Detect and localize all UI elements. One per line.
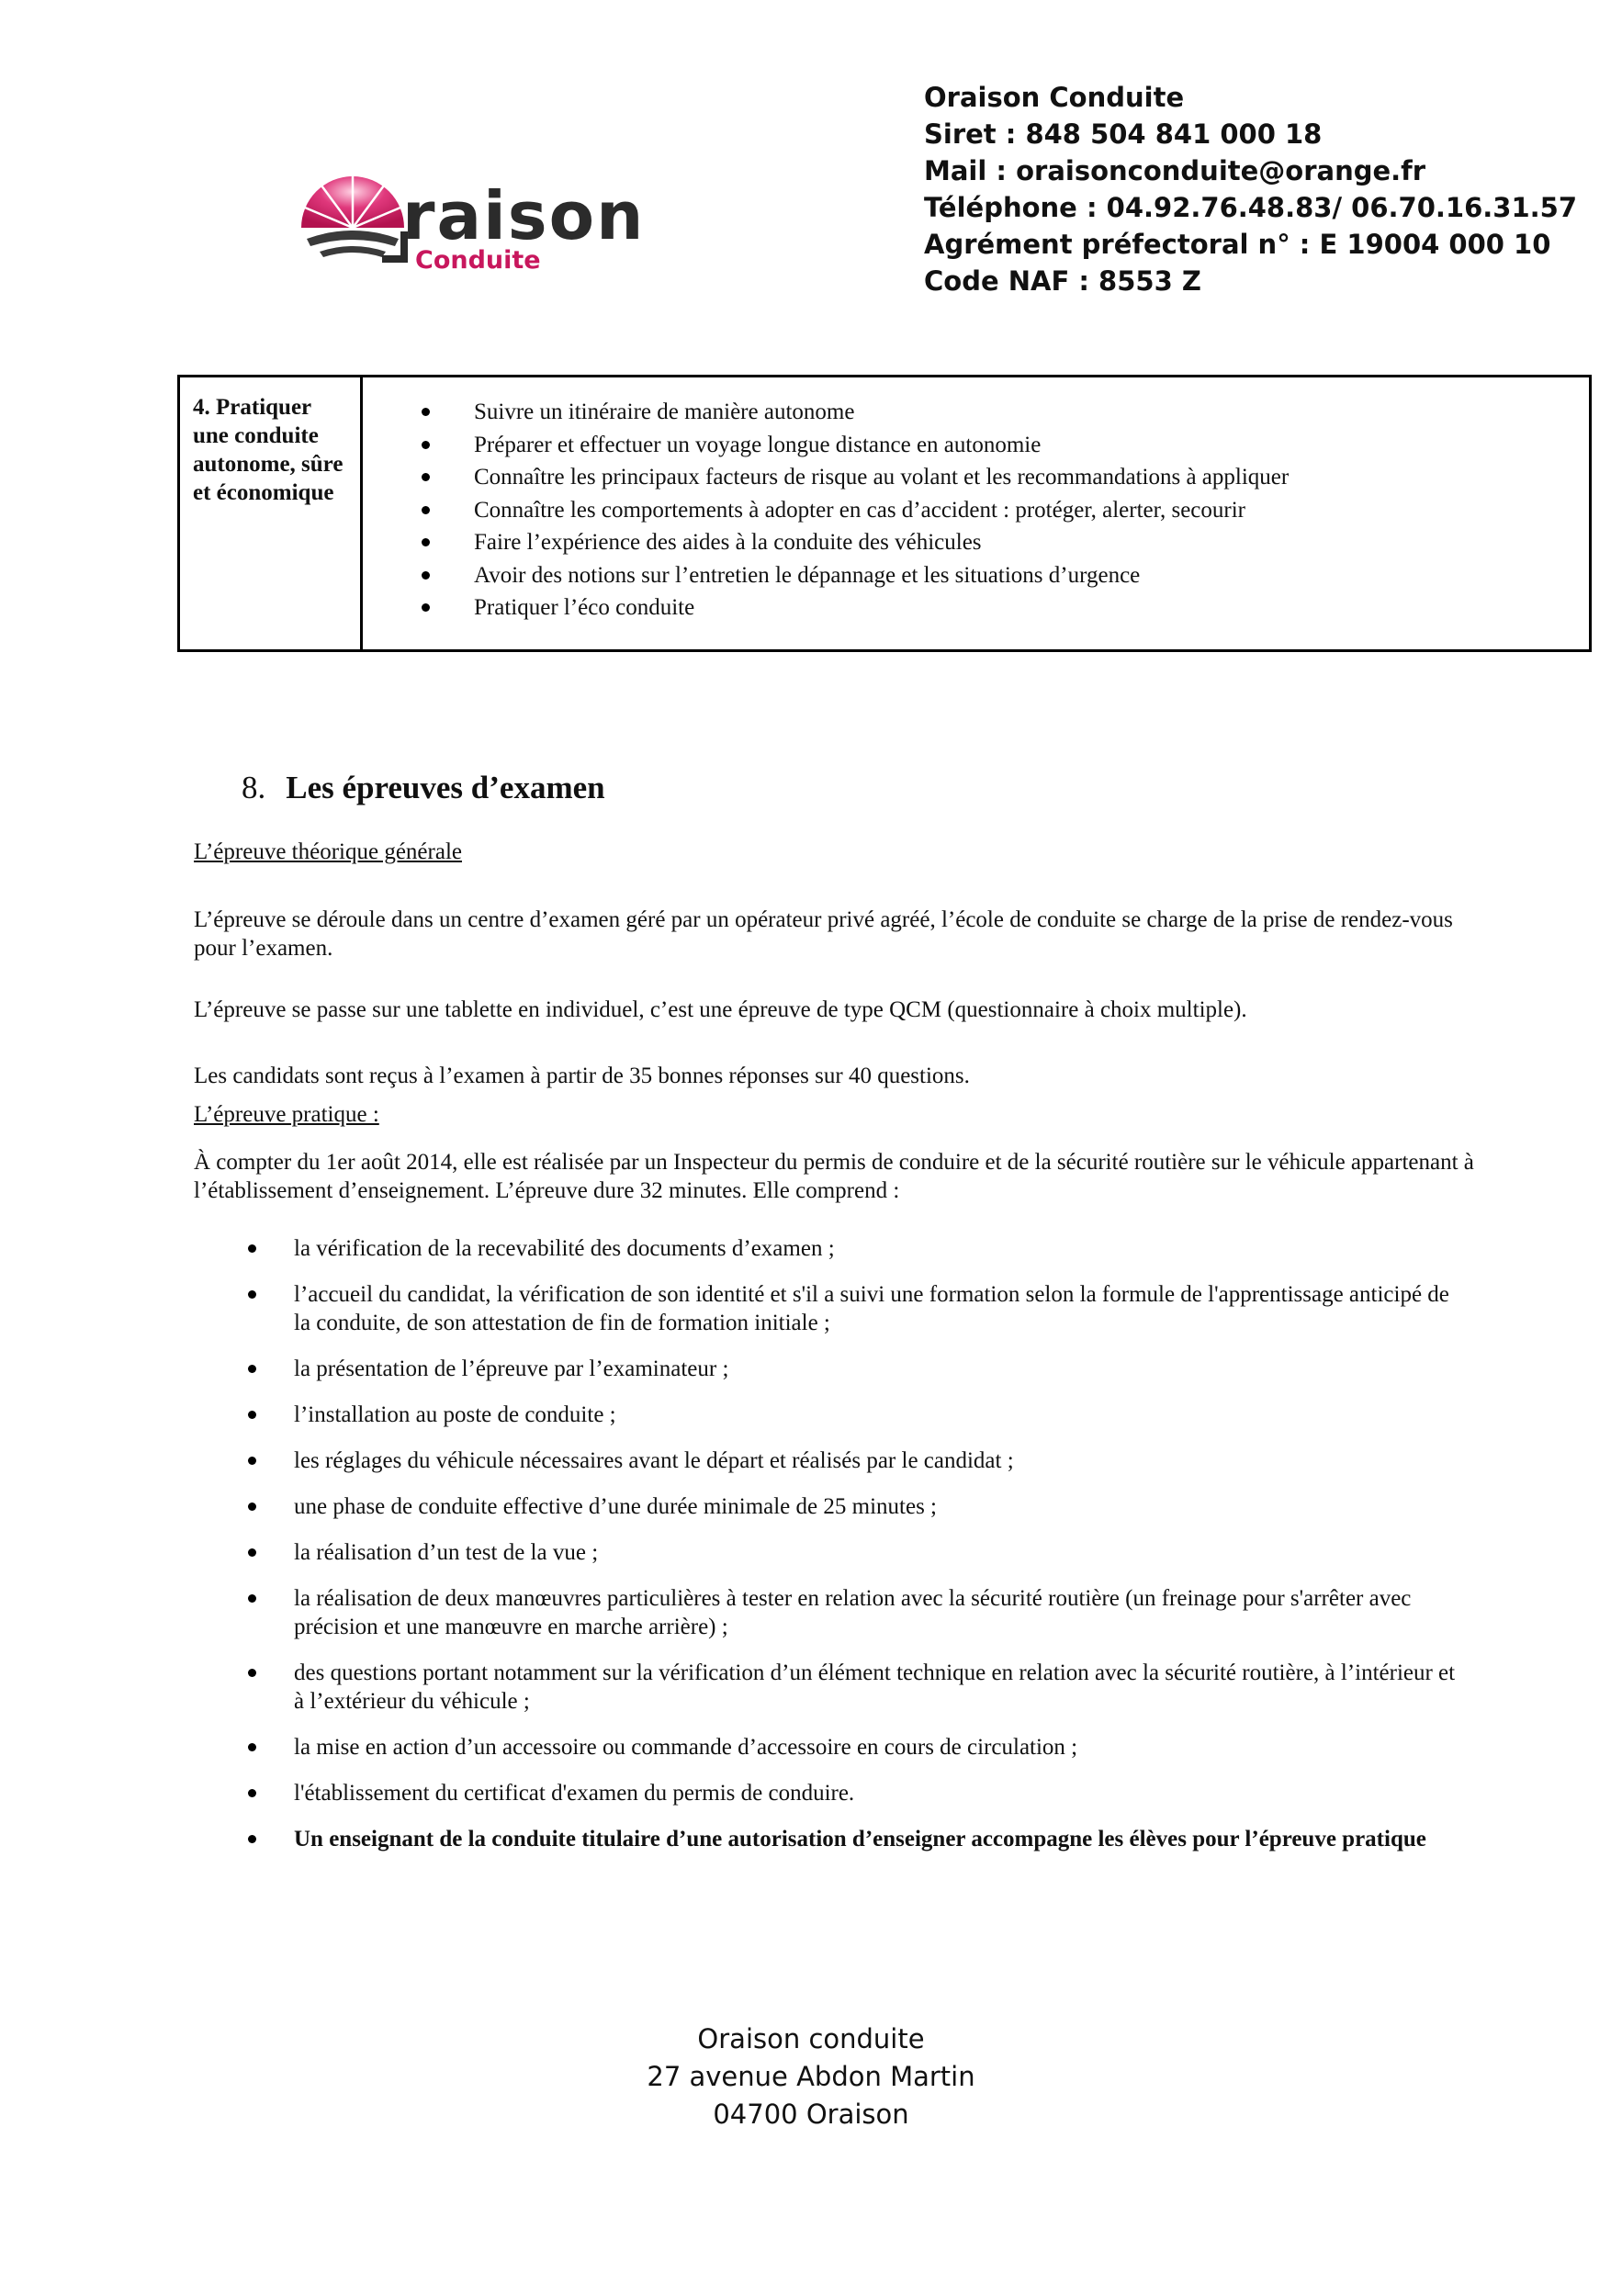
competence-title: 4. Pratiquer une conduite autonome, sûre et économique xyxy=(180,377,363,649)
company-phone: Téléphone : 04.92.76.48.83/ 06.70.16.31.57 xyxy=(924,192,1578,223)
footer-name: Oraison conduite xyxy=(697,2023,925,2054)
company-naf: Code NAF : 8553 Z xyxy=(924,265,1201,297)
competence-item: Faire l’expérience des aides à la conduite des véhicules xyxy=(422,526,1589,559)
company-info xyxy=(924,79,1577,299)
list-item: la réalisation de deux manœuvres particulières à tester en relation avec la sécurité routière (un freinage pour s'arrêter avec précision et une manœuvre en marche arrière) ; xyxy=(248,1584,1460,1641)
list-item: une phase de conduite effective d’une durée minimale de 25 minutes ; xyxy=(248,1492,1460,1521)
theory-paragraph: Les candidats sont reçus à l’examen à partir de 35 bonnes réponses sur 40 questions. xyxy=(194,1064,970,1088)
company-logo xyxy=(294,154,643,274)
page-footer xyxy=(0,2020,1622,2133)
practical-intro: À compter du 1er août 2014, elle est réalisée par un Inspecteur du permis de conduire et de la sécurité routière sur le véhicule appartenant à l’établissement d’enseignement. L’épreuve dure 32 minutes. Elle comprend : xyxy=(194,1150,1474,1203)
sun-emblem-icon xyxy=(301,174,408,263)
practical-items-list xyxy=(248,1234,1460,1871)
competence-items xyxy=(363,377,1589,649)
company-mail: Mail : oraisonconduite@orange.fr xyxy=(924,155,1426,186)
theory-heading: L’épreuve théorique générale xyxy=(194,839,462,864)
list-item: les réglages du véhicule nécessaires avant le départ et réalisés par le candidat ; xyxy=(248,1446,1460,1475)
section-title: Les épreuves d’examen xyxy=(286,770,605,805)
theory-paragraph: L’épreuve se déroule dans un centre d’examen géré par un opérateur privé agréé, l’école de conduite se charge de la prise de rendez-vous pour l’examen. xyxy=(194,907,1453,961)
competence-item: Connaître les comportements à adopter en cas d’accident : protéger, alerter, secourir xyxy=(422,494,1589,527)
competence-table xyxy=(177,375,1592,652)
list-item-highlight: Un enseignant de la conduite titulaire d’une autorisation d’enseigner accompagne les élèves pour l’épreuve pratique xyxy=(248,1825,1460,1853)
list-item: l’installation au poste de conduite ; xyxy=(248,1401,1460,1429)
company-agreement: Agrément préfectoral n° : E 19004 000 10 xyxy=(924,229,1551,260)
section-heading xyxy=(242,770,605,806)
list-item: la réalisation d’un test de la vue ; xyxy=(248,1538,1460,1567)
list-item: la vérification de la recevabilité des documents d’examen ; xyxy=(248,1234,1460,1263)
footer-street: 27 avenue Abdon Martin xyxy=(647,2061,975,2092)
section-number: 8. xyxy=(242,770,266,805)
footer-city: 04700 Oraison xyxy=(713,2099,909,2130)
competence-item: Préparer et effectuer un voyage longue distance en autonomie xyxy=(422,429,1589,462)
list-item: la présentation de l’épreuve par l’examinateur ; xyxy=(248,1355,1460,1383)
company-siret: Siret : 848 504 841 000 18 xyxy=(924,118,1323,150)
competence-item: Connaître les principaux facteurs de risque au volant et les recommandations à appliquer xyxy=(422,461,1589,494)
competence-item: Suivre un itinéraire de manière autonome xyxy=(422,396,1589,429)
logo-subtext: Conduite xyxy=(415,246,541,274)
list-item: l’accueil du candidat, la vérification de son identité et s'il a suivi une formation selon la formule de l'apprentissage anticipé de la conduite, de son attestation de fin de formation initiale ; xyxy=(248,1280,1460,1337)
competence-item: Pratiquer l’éco conduite xyxy=(422,591,1589,625)
list-item: des questions portant notamment sur la vérification d’un élément technique en relation avec la sécurité routière, à l’intérieur et à l’extérieur du véhicule ; xyxy=(248,1659,1460,1716)
list-item: l'établissement du certificat d'examen du permis de conduire. xyxy=(248,1779,1460,1807)
practical-heading: L’épreuve pratique : xyxy=(194,1102,379,1127)
list-item: la mise en action d’un accessoire ou commande d’accessoire en cours de circulation ; xyxy=(248,1733,1460,1761)
theory-paragraph: L’épreuve se passe sur une tablette en individuel, c’est une épreuve de type QCM (questionnaire à choix multiple). xyxy=(194,997,1247,1022)
logo-wordmark: raison xyxy=(402,177,643,254)
company-name: Oraison Conduite xyxy=(924,82,1185,113)
competence-item: Avoir des notions sur l’entretien le dépannage et les situations d’urgence xyxy=(422,559,1589,592)
